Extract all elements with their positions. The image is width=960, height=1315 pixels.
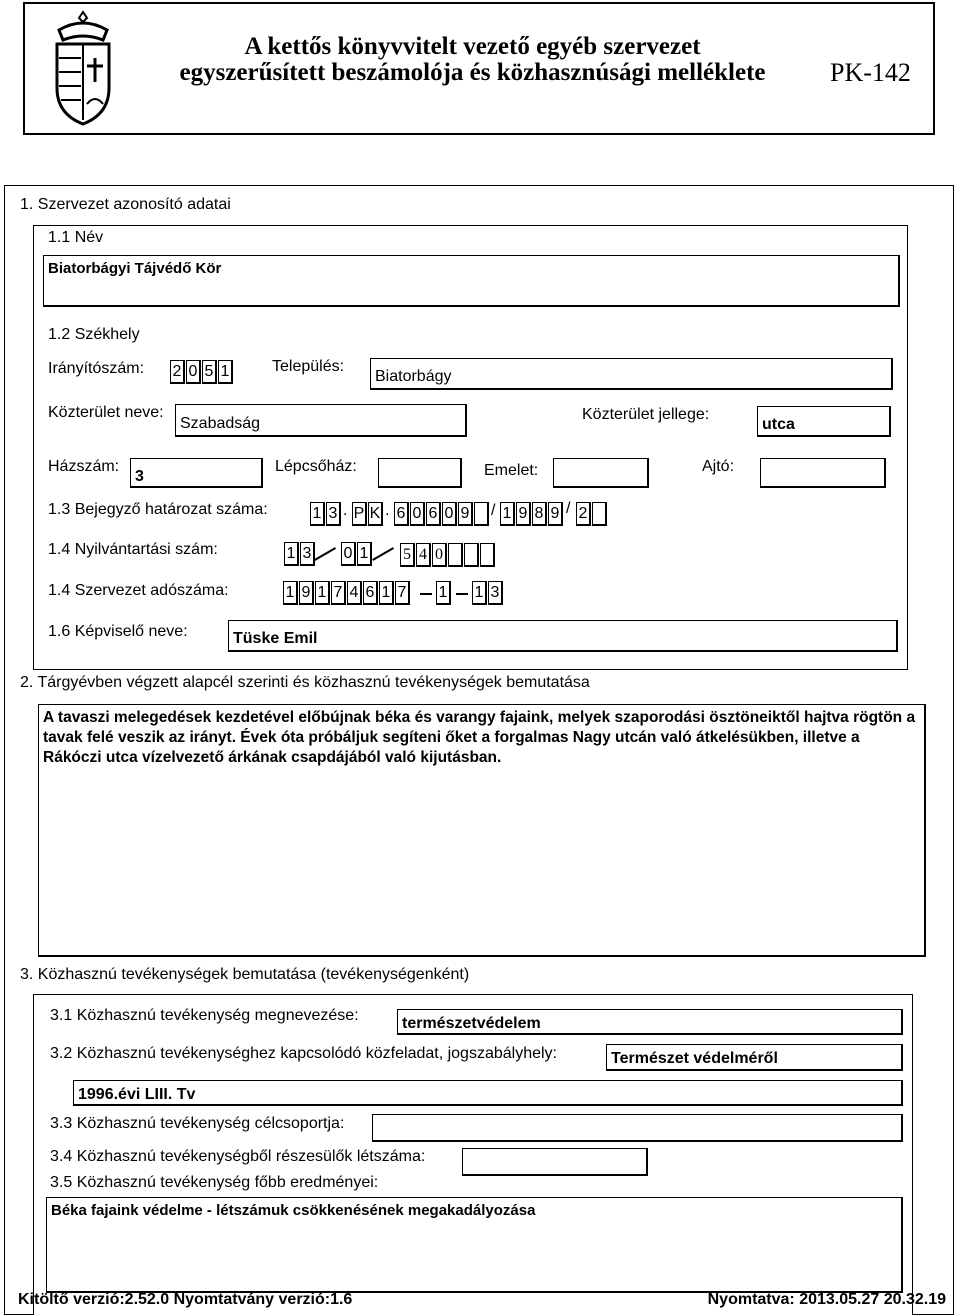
zip-cells[interactable] xyxy=(170,360,234,384)
court-order-char[interactable]: 6 xyxy=(426,502,441,526)
court-order-sep: . xyxy=(385,502,390,519)
tax-digit[interactable]: 7 xyxy=(395,581,410,605)
public-task-field[interactable]: Természet védelméről xyxy=(606,1044,903,1071)
court-order-part2[interactable] xyxy=(352,502,384,526)
street-field[interactable]: Szabadság xyxy=(175,404,467,437)
court-order-label: 1.3 Bejegyző határozat száma: xyxy=(48,501,268,518)
court-order-char[interactable]: P xyxy=(352,502,367,526)
court-order-char[interactable]: 6 xyxy=(394,502,409,526)
reg-char[interactable] xyxy=(464,543,479,567)
target-group-label: 3.3 Közhasznú tevékenység célcsoportja: xyxy=(50,1115,345,1132)
tax-part3[interactable] xyxy=(472,581,504,605)
rep-field[interactable]: Tüske Emil xyxy=(228,620,898,652)
target-group-field[interactable] xyxy=(372,1114,903,1142)
law-reference-field[interactable]: 1996.évi LIII. Tv xyxy=(73,1080,903,1106)
zip-digit[interactable]: 0 xyxy=(186,360,201,384)
street-label: Közterület neve: xyxy=(48,404,164,421)
beneficiary-count-field[interactable] xyxy=(462,1148,648,1176)
reg-part1[interactable] xyxy=(284,542,316,566)
court-order-char[interactable]: 9 xyxy=(548,502,563,526)
tax-digit[interactable]: 1 xyxy=(379,581,394,605)
tax-digit[interactable]: 1 xyxy=(315,581,330,605)
tax-part2[interactable] xyxy=(436,581,452,605)
reg-char[interactable]: 1 xyxy=(357,542,372,566)
street-type-label: Közterület jellege: xyxy=(582,406,710,423)
stair-label: Lépcsőház: xyxy=(275,458,357,475)
court-order-char[interactable]: 2 xyxy=(576,502,591,526)
form-title-line2: egyszerűsített beszámolója és közhasznúsági melléklete xyxy=(179,59,766,86)
court-order-char[interactable]: 0 xyxy=(442,502,457,526)
court-order-char[interactable]: 3 xyxy=(326,502,341,526)
city-field[interactable]: Biatorbágy xyxy=(370,358,893,390)
coat-of-arms-icon xyxy=(45,8,121,128)
reg-char[interactable] xyxy=(448,543,463,567)
court-order-char[interactable] xyxy=(592,502,607,526)
section1-title: 1. Szervezet azonosító adatai xyxy=(20,196,231,213)
tax-separator xyxy=(420,593,432,595)
tax-digit[interactable]: 7 xyxy=(331,581,346,605)
court-order-part1[interactable] xyxy=(310,502,342,526)
footer-version: Kitöltő verzió:2.52.0 Nyomtatvány verzió:1.6 xyxy=(18,1291,353,1308)
house-field[interactable]: 3 xyxy=(130,458,263,488)
court-order-char[interactable]: 8 xyxy=(532,502,547,526)
street-type-field[interactable]: utca xyxy=(757,406,891,437)
reg-char[interactable]: 0 xyxy=(432,543,447,567)
court-order-part5[interactable] xyxy=(576,502,608,526)
tax-digit[interactable]: 6 xyxy=(363,581,378,605)
tax-part1[interactable] xyxy=(283,581,411,605)
court-order-char[interactable]: 9 xyxy=(458,502,473,526)
zip-digit[interactable]: 2 xyxy=(170,360,185,384)
court-order-sep: / xyxy=(566,500,571,517)
reg-label: 1.4 Nyilvántartási szám: xyxy=(48,541,218,558)
court-order-char[interactable] xyxy=(474,502,489,526)
court-order-part4[interactable] xyxy=(500,502,564,526)
tax-label: 1.4 Szervezet adószáma: xyxy=(48,582,229,599)
reg-char[interactable]: 5 xyxy=(400,543,415,567)
zip-digit[interactable]: 5 xyxy=(202,360,217,384)
court-order-part3[interactable] xyxy=(394,502,490,526)
zip-digit[interactable]: 1 xyxy=(218,360,233,384)
court-order-char[interactable]: 0 xyxy=(410,502,425,526)
public-task-label: 3.2 Közhasznú tevékenységhez kapcsolódó közfeladat, jogszabályhely: xyxy=(50,1045,557,1062)
reg-part3[interactable] xyxy=(400,543,496,567)
door-label: Ajtó: xyxy=(702,458,735,475)
section3-title: 3. Közhasznú tevékenységek bemutatása (tevékenységenként) xyxy=(20,966,470,983)
floor-field[interactable] xyxy=(553,458,649,488)
reg-char[interactable]: 1 xyxy=(284,542,299,566)
footer-print-date: Nyomtatva: 2013.05.27 20.32.19 xyxy=(707,1291,946,1308)
results-field[interactable]: Béka fajaink védelme - létszámuk csökkenésének megakadályozása xyxy=(46,1197,903,1293)
beneficiary-count-label: 3.4 Közhasznú tevékenységből részesülők létszáma: xyxy=(50,1148,426,1165)
seat-label: 1.2 Székhely xyxy=(48,326,140,343)
form-title-line1: A kettős könyvvitelt vezető egyéb szervezet xyxy=(244,33,701,60)
tax-digit[interactable]: 4 xyxy=(347,581,362,605)
tax-digit[interactable]: 9 xyxy=(299,581,314,605)
court-order-char[interactable]: K xyxy=(368,502,383,526)
court-order-char[interactable]: 1 xyxy=(500,502,515,526)
floor-label: Emelet: xyxy=(484,462,539,479)
court-order-char[interactable]: 1 xyxy=(310,502,325,526)
activity-name-label: 3.1 Közhasznú tevékenység megnevezése: xyxy=(50,1007,359,1024)
house-label: Házszám: xyxy=(48,458,120,475)
form-code: PK-142 xyxy=(830,58,911,87)
city-label: Település: xyxy=(272,358,345,375)
activity-name-field[interactable]: természetvédelem xyxy=(397,1009,903,1035)
tax-digit[interactable]: 1 xyxy=(472,581,487,605)
court-order-sep: . xyxy=(343,502,348,519)
court-order-char[interactable]: 9 xyxy=(516,502,531,526)
reg-part2[interactable] xyxy=(341,542,373,566)
door-field[interactable] xyxy=(760,458,886,488)
tax-digit[interactable]: 3 xyxy=(488,581,503,605)
reg-char[interactable]: 3 xyxy=(300,542,315,566)
rep-label: 1.6 Képviselő neve: xyxy=(48,623,188,640)
results-label: 3.5 Közhasznú tevékenység főbb eredményei: xyxy=(50,1174,379,1191)
stair-field[interactable] xyxy=(378,458,462,488)
tax-separator xyxy=(456,593,468,595)
section2-title: 2. Tárgyévben végzett alapcél szerinti és közhasznú tevékenységek bemutatása xyxy=(20,674,590,691)
name-field[interactable]: Biatorbágyi Tájvédő Kör xyxy=(43,255,900,307)
reg-char[interactable]: 0 xyxy=(341,542,356,566)
zip-label: Irányítószám: xyxy=(48,360,145,377)
activity-description-field[interactable]: A tavaszi melegedések kezdetével előbújnak béka és varangy fajaink, melyek szaporodási ösztöneiktől hajtva rögtön a tavak felé veszik az irányt. Évek óta próbáljuk segíteni őket a forgalmas Nagy utcán való átkelésükben, illetve a Rákóczi utca vízelvezető árkának csapdájából való kijutásban. xyxy=(38,704,926,957)
name-label: 1.1 Név xyxy=(48,229,104,246)
reg-char[interactable]: 4 xyxy=(416,543,431,567)
tax-digit[interactable]: 1 xyxy=(283,581,298,605)
reg-char[interactable] xyxy=(480,543,495,567)
tax-digit[interactable]: 1 xyxy=(436,581,451,605)
court-order-sep: / xyxy=(491,502,496,519)
